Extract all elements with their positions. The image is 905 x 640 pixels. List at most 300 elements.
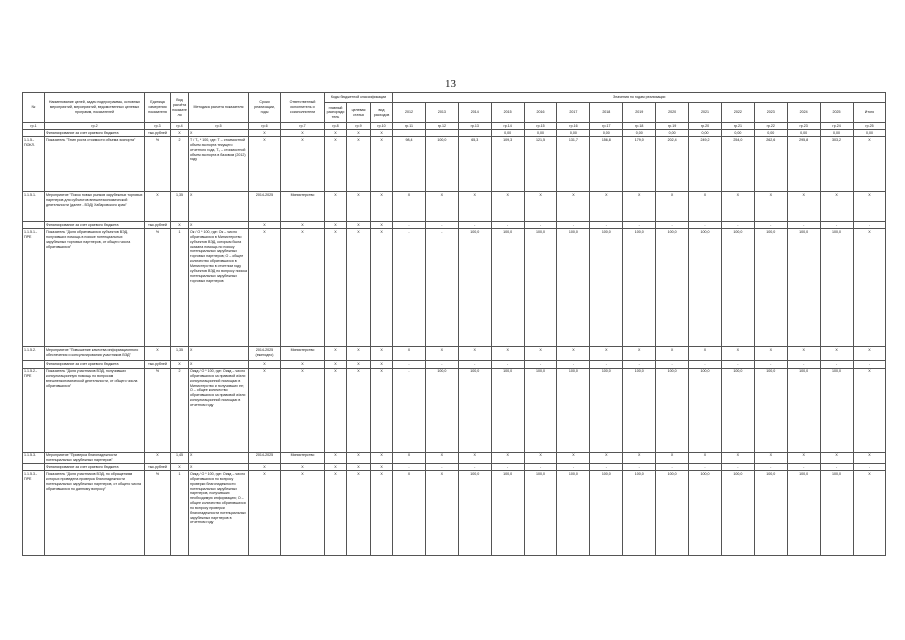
cell-value: 0,00 [524,130,557,137]
cell-value: 0,00 [754,130,787,137]
cell-value: X [524,192,557,222]
cell-s2: X [347,130,371,137]
col-number: гр.11 [393,123,426,130]
cell-value: 65,3 [458,137,491,192]
cell-value: - [623,222,656,229]
cell-name: Мероприятие "Повышение качества информационного обеспечения и консультирования участников ВЭД" [45,347,145,361]
cell-s2: X [347,229,371,347]
col-number: гр.6 [249,123,281,130]
cell-value: - [557,464,590,471]
cell-terms: X [249,471,281,556]
cell-value: X [425,347,458,361]
col-number: гр.1 [23,123,45,130]
cell-value: X [721,452,754,464]
cell-value: X [853,347,886,361]
cell-value: - [590,464,623,471]
cell-value: 100,0 [656,471,689,556]
cell-unit: % [145,368,171,452]
cell-value: 100,0 [557,471,590,556]
col-number: гр.10 [371,123,393,130]
table-row [23,192,886,222]
table-row [23,368,886,452]
cell-value: X [689,452,722,464]
cell-s3: X [371,192,393,222]
col-number: гр.18 [623,123,656,130]
cell-value: X [557,192,590,222]
cell-executor: Министерство [281,452,325,464]
cell-value: X [656,192,689,222]
cell-value: - [656,361,689,368]
cell-value: 295,8 [787,137,820,192]
cell-executor: X [281,368,325,452]
cell-value: - [458,361,491,368]
cell-value: - [721,464,754,471]
cell-s3: X [371,452,393,464]
cell-value: - [820,361,853,368]
cell-no: 1.1.5.3.-ПРЕ [23,471,45,556]
cell-value: - [491,464,524,471]
cell-calc: 1,35 [171,347,189,361]
cell-value: X [393,347,426,361]
cell-value: - [425,361,458,368]
cell-unit: X [145,452,171,464]
cell-value: 100,0 [689,471,722,556]
cell-s3: X [371,368,393,452]
table-row [23,361,886,368]
col-year-2: 2013 [425,103,458,123]
cell-value: 109,3 [491,137,524,192]
cell-value: - [458,464,491,471]
cell-calc: X [171,464,189,471]
cell-value: 100,0 [754,229,787,347]
cell-no [23,361,45,368]
cell-value: X [820,192,853,222]
cell-value: X [425,471,458,556]
cell-no: 1.1.5.3. [23,452,45,464]
cell-terms: X [249,361,281,368]
cell-value: - [623,361,656,368]
col-year-11: 2022 [721,103,754,123]
cell-value: - [853,222,886,229]
cell-value: 0,00 [853,130,886,137]
col-number: гр.16 [557,123,590,130]
cell-value: - [787,361,820,368]
cell-terms: 2014-2025 (ежегодно) [249,347,281,361]
table-row [23,464,886,471]
cell-value: 0,00 [590,130,623,137]
cell-value: 100,0 [458,368,491,452]
cell-name: Финансирование за счет краевого бюджета [45,361,145,368]
cell-s1: X [325,347,347,361]
cell-value: X [393,471,426,556]
cell-value: - [425,222,458,229]
cell-terms: X [249,229,281,347]
cell-terms: X [249,222,281,229]
cell-s2: X [347,192,371,222]
cell-value: - [557,222,590,229]
cell-value: X [623,347,656,361]
cell-value: 131,7 [557,137,590,192]
cell-value: - [524,361,557,368]
cell-value: 100,0 [590,229,623,347]
cell-value: - [820,464,853,471]
col-year-1: 2012 [393,103,426,123]
cell-calc: 2 [171,137,189,192]
cell-value: 100,0 [425,368,458,452]
cell-value: - [689,464,722,471]
cell-value: X [458,452,491,464]
cell-calc: X [171,222,189,229]
cell-value [393,130,426,137]
cell-s1: X [325,192,347,222]
cell-value: 0,00 [689,130,722,137]
cell-value: X [557,452,590,464]
cell-s3: X [371,137,393,192]
cell-value: 100,0 [623,471,656,556]
cell-value: - [754,222,787,229]
col-terms: Сроки реализации, годы [249,93,281,123]
cell-s1: X [325,452,347,464]
cell-unit: тыс.рублей [145,130,171,137]
col-number: гр.8 [325,123,347,130]
cell-s3: X [371,229,393,347]
cell-value: 179,0 [623,137,656,192]
cell-name: Мероприятие "Поиск новых рынков зарубежных торговых партнеров для субъектов внешнеэкономической деятельности (далее - ВЭД) Хабаровского края" [45,192,145,222]
cell-s3: X [371,347,393,361]
cell-s2: X [347,222,371,229]
cell-value: - [721,361,754,368]
cell-s1: X [325,361,347,368]
cell-value: 262,6 [754,137,787,192]
cell-value: 100,0 [787,229,820,347]
cell-no [23,130,45,137]
col-year-9: 2020 [656,103,689,123]
cell-method: Т / Т₀ * 100, где: Т – стоимостной объем экспорта текущего отчетного года, Т₀ – стоимостной объем экспорта в базовом (2012) году [189,137,249,192]
cell-name: Финансирование за счет краевого бюджета [45,130,145,137]
cell-value: 0,00 [623,130,656,137]
cell-value: - [689,222,722,229]
col-year-14: 2025 [820,103,853,123]
col-source-2: целевая статья [347,103,371,123]
cell-value: - [787,464,820,471]
col-year-7: 2018 [590,103,623,123]
col-number: гр.17 [590,123,623,130]
cell-value: 100,0 [787,471,820,556]
col-sources-group: Коды бюджетной классификации [325,93,393,103]
cell-executor: Министерство [281,192,325,222]
col-number: гр.12 [425,123,458,130]
cell-s2: X [347,464,371,471]
cell-value: - [590,222,623,229]
cell-value: X [590,452,623,464]
cell-value: X [820,452,853,464]
cell-value: X [425,192,458,222]
table-row [23,347,886,361]
col-number: гр.20 [689,123,722,130]
cell-value: X [754,192,787,222]
cell-value: X [853,471,886,556]
cell-value: X [590,347,623,361]
cell-value: 100,0 [623,229,656,347]
cell-value: 100,0 [721,368,754,452]
cell-value: X [491,347,524,361]
cell-unit: тыс.рублей [145,464,171,471]
cell-value [458,130,491,137]
cell-value: - [853,464,886,471]
cell-calc: X [171,361,189,368]
cell-value: X [425,452,458,464]
cell-value: X [590,192,623,222]
cell-value: 100,0 [721,229,754,347]
cell-value: X [853,229,886,347]
cell-value: 100,0 [557,229,590,347]
cell-executor: X [281,130,325,137]
col-number: гр.9 [347,123,371,130]
cell-no: 1.1.5.2.-ПРЕ [23,368,45,452]
cell-value: - [754,464,787,471]
cell-value: 0,00 [656,130,689,137]
cell-value [425,130,458,137]
cell-value: X [787,452,820,464]
cell-s1: X [325,137,347,192]
col-no: № [23,93,45,123]
col-number: гр.3 [145,123,171,130]
cell-value: X [623,192,656,222]
cell-no: 1.1.5.2. [23,347,45,361]
cell-value: X [853,452,886,464]
cell-method: X [189,347,249,361]
cell-value: X [754,347,787,361]
cell-value: 100,0 [656,229,689,347]
cell-terms: X [249,464,281,471]
cell-value: 249,2 [689,137,722,192]
cell-unit: X [145,192,171,222]
cell-no: 1.1.5.-ПОКЛ. [23,137,45,192]
cell-value: 100,0 [524,229,557,347]
cell-terms: 2014-2025 [249,452,281,464]
cell-value: X [656,347,689,361]
cell-terms: X [249,130,281,137]
cell-calc: 1,45 [171,452,189,464]
cell-method: Оикд / О * 100, где: Оикд – число обратившихся по вопросу проверки благонадежности потенциальных зарубежных партнеров, получивших необходимую информацию; О – общее количество обратившихся по вопросу проверки благонадежности потенциальных зарубежных партнеров в отчетном году [189,471,249,556]
cell-value: - [689,361,722,368]
cell-name: Показатель "Доля участников ВЭД, по обращениям которых проведена проверка благонадежности потенциальных зарубежных партнеров, от общего числа обратившихся по данному вопросу" [45,471,145,556]
cell-executor: X [281,137,325,192]
col-name: Наименование целей, задач подпрограммы, основных мероприятий, мероприятий, ведомственных целевых программ, показателей [45,93,145,123]
col-unit: Единица измерения показателя [145,93,171,123]
cell-calc: 1 [171,229,189,347]
cell-s1: X [325,368,347,452]
cell-terms: X [249,368,281,452]
cell-method: X [189,192,249,222]
cell-value: 0,00 [787,130,820,137]
cell-value: - [425,229,458,347]
cell-value: - [458,222,491,229]
cell-value: X [393,192,426,222]
cell-name: Показатель "Темп роста стоимости объема экспорта" [45,137,145,192]
cell-s2: X [347,361,371,368]
cell-calc: 1 [171,471,189,556]
col-number: гр.21 [721,123,754,130]
cell-value: 100,0 [689,229,722,347]
cell-value: - [656,464,689,471]
cell-s2: X [347,347,371,361]
cell-value: - [557,361,590,368]
cell-value: 100,0 [524,471,557,556]
cell-value: X [853,137,886,192]
cell-method: X [189,452,249,464]
cell-value: X [491,192,524,222]
cell-value: 100,0 [820,368,853,452]
cell-value: X [524,452,557,464]
table-row [23,452,886,464]
cell-value: X [721,192,754,222]
cell-value: X [458,192,491,222]
cell-method: X [189,222,249,229]
cell-s2: X [347,452,371,464]
cell-executor: X [281,471,325,556]
cell-value: X [754,452,787,464]
cell-calc: 1,35 [171,192,189,222]
cell-value: X [721,347,754,361]
cell-s1: X [325,229,347,347]
cell-calc: X [171,130,189,137]
cell-value: 100,0 [491,368,524,452]
cell-value: 100,0 [524,368,557,452]
cell-value: 0,00 [491,130,524,137]
col-year-12: 2023 [754,103,787,123]
cell-value: X [524,347,557,361]
cell-value: - [393,464,426,471]
col-number: гр.15 [524,123,557,130]
col-years-group: Значения по годам реализации [393,93,886,103]
cell-method: X [189,130,249,137]
cell-value: - [623,464,656,471]
cell-value: 100,0 [787,368,820,452]
cell-method: Оикд / О * 100, где: Оикд – число обратившихся за правовой и/или консультационной помощью в Министерство и получивших ее; О – общее количество обратившихся за правовой и/или консультационной помощью в отчетном году [189,368,249,452]
cell-value: 303,2 [820,137,853,192]
cell-value: 100,0 [491,229,524,347]
col-year-3: 2014 [458,103,491,123]
cell-value: X [689,192,722,222]
cell-value: 254,0 [721,137,754,192]
cell-value: - [590,361,623,368]
cell-s1: X [325,222,347,229]
cell-s3: X [371,130,393,137]
cell-no [23,222,45,229]
col-executor: Ответственный исполнитель и соисполнители [281,93,325,123]
col-number: гр.4 [171,123,189,130]
cell-executor: X [281,222,325,229]
cell-value: - [393,229,426,347]
cell-s1: X [325,130,347,137]
cell-calc: 2 [171,368,189,452]
cell-value: 100,0 [623,368,656,452]
cell-value: X [458,347,491,361]
cell-value: 0,00 [721,130,754,137]
cell-value: X [656,452,689,464]
cell-value: 100,0 [458,471,491,556]
table-row [23,229,886,347]
cell-value: X [787,192,820,222]
cell-value: - [656,222,689,229]
col-number: гр.24 [820,123,853,130]
table-row [23,222,886,229]
cell-value: 121,5 [524,137,557,192]
cell-value: 98,4 [393,137,426,192]
cell-terms: 2014-2025 [249,192,281,222]
cell-value: - [393,222,426,229]
cell-value: 100,0 [425,137,458,192]
col-number: гр.23 [787,123,820,130]
col-number: гр.22 [754,123,787,130]
cell-value: - [787,222,820,229]
cell-value: 100,0 [590,368,623,452]
col-year-4: 2015 [491,103,524,123]
col-number: гр.25 [853,123,886,130]
cell-value: - [524,464,557,471]
cell-unit: X [145,347,171,361]
cell-value: 0,00 [557,130,590,137]
cell-name: Мероприятие "Проверка благонадежности потенциальных зарубежных партнеров" [45,452,145,464]
cell-value: - [524,222,557,229]
cell-value: 100,0 [754,368,787,452]
cell-name: Финансирование за счет краевого бюджета [45,464,145,471]
cell-value: - [425,464,458,471]
cell-value: - [393,361,426,368]
col-number: гр.13 [458,123,491,130]
table-row [23,137,886,192]
cell-value: - [754,361,787,368]
table-row [23,471,886,556]
cell-value: 100,0 [820,229,853,347]
cell-value: 156,8 [590,137,623,192]
cell-value: - [820,222,853,229]
cell-executor: X [281,464,325,471]
col-number: гр.7 [281,123,325,130]
col-source-3: вид расходов [371,103,393,123]
cell-value: - [853,361,886,368]
cell-s3: X [371,464,393,471]
cell-value: 100,0 [458,229,491,347]
page-number: 13 [445,78,456,90]
col-source-1: главный распорядитель [325,103,347,123]
col-year-15: Итого [853,103,886,123]
col-year-13: 2024 [787,103,820,123]
col-year-6: 2017 [557,103,590,123]
col-number: гр.14 [491,123,524,130]
cell-executor: Министерство [281,347,325,361]
cell-value: 202,4 [656,137,689,192]
cell-method: X [189,361,249,368]
cell-s1: X [325,471,347,556]
cell-terms: X [249,137,281,192]
cell-name: Показатель "Доля обратившихся субъектов ВЭД, получивших помощь в поиске потенциальных зарубежных торговых партнеров, от общего числа обратившихся" [45,229,145,347]
cell-unit: тыс.рублей [145,361,171,368]
col-number: гр.5 [189,123,249,130]
col-number: гр.2 [45,123,145,130]
cell-executor: X [281,361,325,368]
cell-value: 100,0 [689,368,722,452]
cell-value: X [623,452,656,464]
cell-value: 100,0 [590,471,623,556]
cell-no: 1.1.5.1.-ПРЕ [23,229,45,347]
table-row [23,130,886,137]
cell-executor: X [281,229,325,347]
cell-s1: X [325,464,347,471]
col-method: Методика расчета показателя [189,93,249,123]
cell-value: X [787,347,820,361]
